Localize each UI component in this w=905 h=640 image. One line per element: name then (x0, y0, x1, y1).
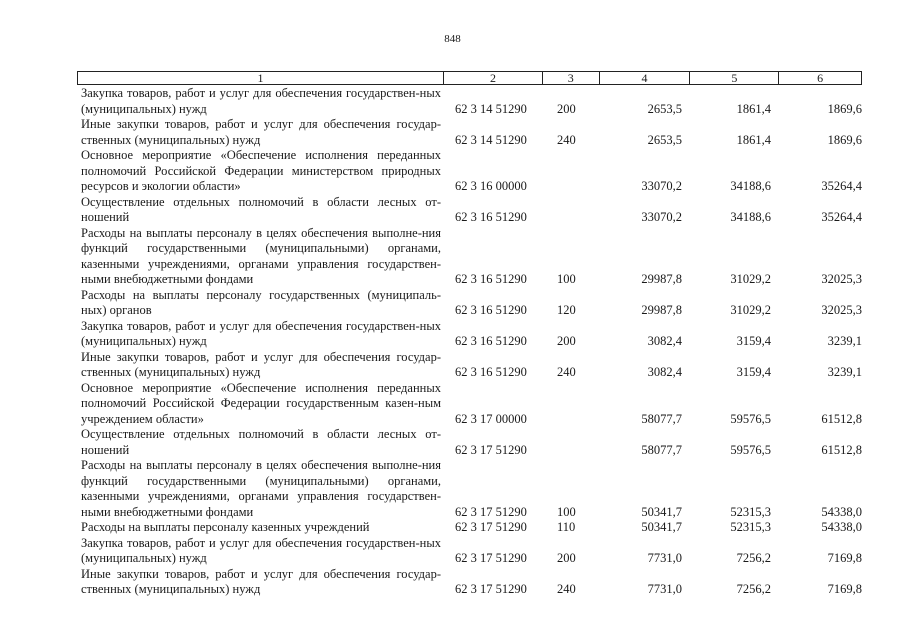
row-expense-type: 240 (557, 365, 576, 379)
table-header (77, 71, 862, 85)
row-expense-type: 120 (557, 303, 576, 317)
row-value-col4: 29987,8 (641, 303, 682, 317)
row-code: 62 3 17 51290 (455, 582, 527, 596)
page-number: 848 (444, 33, 461, 45)
row-code: 62 3 16 00000 (455, 179, 527, 193)
table-row (0, 148, 905, 195)
table-row (0, 536, 905, 567)
row-value-col5: 31029,2 (730, 303, 771, 317)
row-value-col4: 50341,7 (641, 504, 682, 519)
row-value-col6: 3239,1 (827, 334, 862, 348)
row-description: Закупка товаров, работ и услуг для обеспечения государствен-ных (муниципальных) нужд (81, 86, 441, 116)
header-col-4: 4 (599, 72, 690, 84)
row-value-col4: 2653,5 (647, 132, 682, 147)
table-row (0, 427, 905, 458)
row-value-col6: 54338,0 (821, 520, 862, 534)
row-value-col5: 34188,6 (730, 179, 771, 193)
row-code: 62 3 16 51290 (455, 365, 527, 379)
row-expense-type: 200 (557, 551, 576, 565)
row-description: Расходы на выплаты персоналу казенных учреждений (81, 520, 370, 534)
row-expense-type: 240 (557, 582, 576, 596)
table-row (0, 195, 905, 226)
row-expense-type: 200 (557, 101, 576, 116)
row-description: Осуществление отдельных полномочий в области лесных от-ношений (81, 194, 441, 224)
row-value-col6: 7169,8 (827, 582, 862, 596)
row-value-col4: 7731,0 (647, 551, 682, 565)
row-value-col6: 35264,4 (821, 179, 862, 193)
row-value-col5: 7256,2 (736, 582, 771, 596)
row-value-col5: 1861,4 (736, 132, 771, 147)
table-row (0, 350, 905, 381)
row-value-col6: 61512,8 (821, 442, 862, 457)
table-row (0, 288, 905, 319)
row-expense-type: 110 (557, 520, 576, 534)
row-value-col6: 35264,4 (821, 210, 862, 224)
row-value-col4: 3082,4 (647, 365, 682, 379)
table-row (0, 520, 905, 536)
row-expense-type: 200 (557, 334, 576, 348)
row-value-col4: 50341,7 (641, 520, 682, 534)
row-value-col4: 29987,8 (641, 272, 682, 286)
row-value-col4: 7731,0 (647, 582, 682, 596)
header-col-2: 2 (443, 72, 542, 84)
row-value-col5: 1861,4 (736, 101, 771, 116)
row-description: Основное мероприятие «Обеспечение исполнения переданных полномочий Российской Федерации государственным казен-ным учреждением области» (81, 380, 441, 426)
table-row (0, 319, 905, 350)
row-code: 62 3 17 51290 (455, 520, 527, 534)
table-row (0, 117, 905, 148)
row-code: 62 3 16 51290 (455, 272, 527, 286)
row-value-col5: 52315,3 (730, 504, 771, 519)
table-row (0, 381, 905, 428)
header-col-5: 5 (689, 72, 778, 84)
row-value-col6: 32025,3 (821, 272, 862, 286)
table-row (0, 458, 905, 520)
row-description: Иные закупки товаров, работ и услуг для обеспечения государ-ственных (муниципальных) нужд (81, 117, 441, 147)
row-value-col6: 61512,8 (821, 411, 862, 426)
row-value-col6: 7169,8 (827, 551, 862, 565)
row-expense-type: 100 (557, 504, 576, 519)
row-description: Основное мероприятие «Обеспечение исполнения переданных полномочий Российской Федерации министерством природных ресурсов и экологии области» (81, 148, 441, 193)
header-col-3: 3 (542, 72, 599, 84)
row-description: Расходы на выплаты персоналу в целях обеспечения выполне-ния функций государственными (муниципальными) органами, казенными учреждениями, органами управления государствен-ными внебюджетными фондами (81, 458, 441, 519)
row-description: Расходы на выплаты персоналу в целях обеспечения выполне-ния функций государственными (муниципальными) органами, казенными учреждениями, органами управления государствен-ными внебюджетными фондами (81, 225, 441, 286)
row-expense-type: 240 (557, 132, 576, 147)
row-value-col6: 32025,3 (821, 303, 862, 317)
row-code: 62 3 16 51290 (455, 303, 527, 317)
row-code: 62 3 14 51290 (455, 101, 527, 116)
row-description: Иные закупки товаров, работ и услуг для обеспечения государ-ственных (муниципальных) нужд (81, 349, 441, 379)
row-description: Закупка товаров, работ и услуг для обеспечения государствен-ных (муниципальных) нужд (81, 535, 441, 565)
row-value-col4: 3082,4 (647, 334, 682, 348)
row-code: 62 3 17 00000 (455, 411, 527, 426)
table-row (0, 226, 905, 288)
row-value-col4: 58077,7 (641, 442, 682, 457)
row-value-col4: 33070,2 (641, 179, 682, 193)
row-value-col5: 34188,6 (730, 210, 771, 224)
row-value-col5: 31029,2 (730, 272, 771, 286)
row-description: Иные закупки товаров, работ и услуг для обеспечения государ-ственных (муниципальных) нужд (81, 566, 441, 596)
table-body (0, 86, 905, 598)
row-value-col5: 3159,4 (736, 334, 771, 348)
row-value-col5: 7256,2 (736, 551, 771, 565)
row-value-col4: 2653,5 (647, 101, 682, 116)
row-value-col6: 3239,1 (827, 365, 862, 379)
row-description: Закупка товаров, работ и услуг для обеспечения государствен-ных (муниципальных) нужд (81, 318, 441, 348)
row-expense-type: 100 (557, 272, 576, 286)
row-value-col5: 52315,3 (730, 520, 771, 534)
row-value-col6: 1869,6 (827, 101, 862, 116)
row-description: Расходы на выплаты персоналу государственных (муниципаль-ных) органов (81, 287, 441, 317)
row-description: Осуществление отдельных полномочий в области лесных от-ношений (81, 427, 441, 457)
row-code: 62 3 14 51290 (455, 132, 527, 147)
row-value-col4: 33070,2 (641, 210, 682, 224)
row-value-col4: 58077,7 (641, 411, 682, 426)
row-value-col5: 59576,5 (730, 411, 771, 426)
row-code: 62 3 17 51290 (455, 442, 527, 457)
row-value-col5: 59576,5 (730, 442, 771, 457)
table-row (0, 86, 905, 117)
row-code: 62 3 16 51290 (455, 210, 527, 224)
row-value-col6: 1869,6 (827, 132, 862, 147)
row-code: 62 3 17 51290 (455, 551, 527, 565)
row-value-col5: 3159,4 (736, 365, 771, 379)
row-code: 62 3 17 51290 (455, 504, 527, 519)
header-col-6: 6 (778, 72, 861, 84)
header-col-1: 1 (257, 71, 264, 85)
table-row (0, 567, 905, 598)
row-value-col6: 54338,0 (821, 504, 862, 519)
row-code: 62 3 16 51290 (455, 334, 527, 348)
